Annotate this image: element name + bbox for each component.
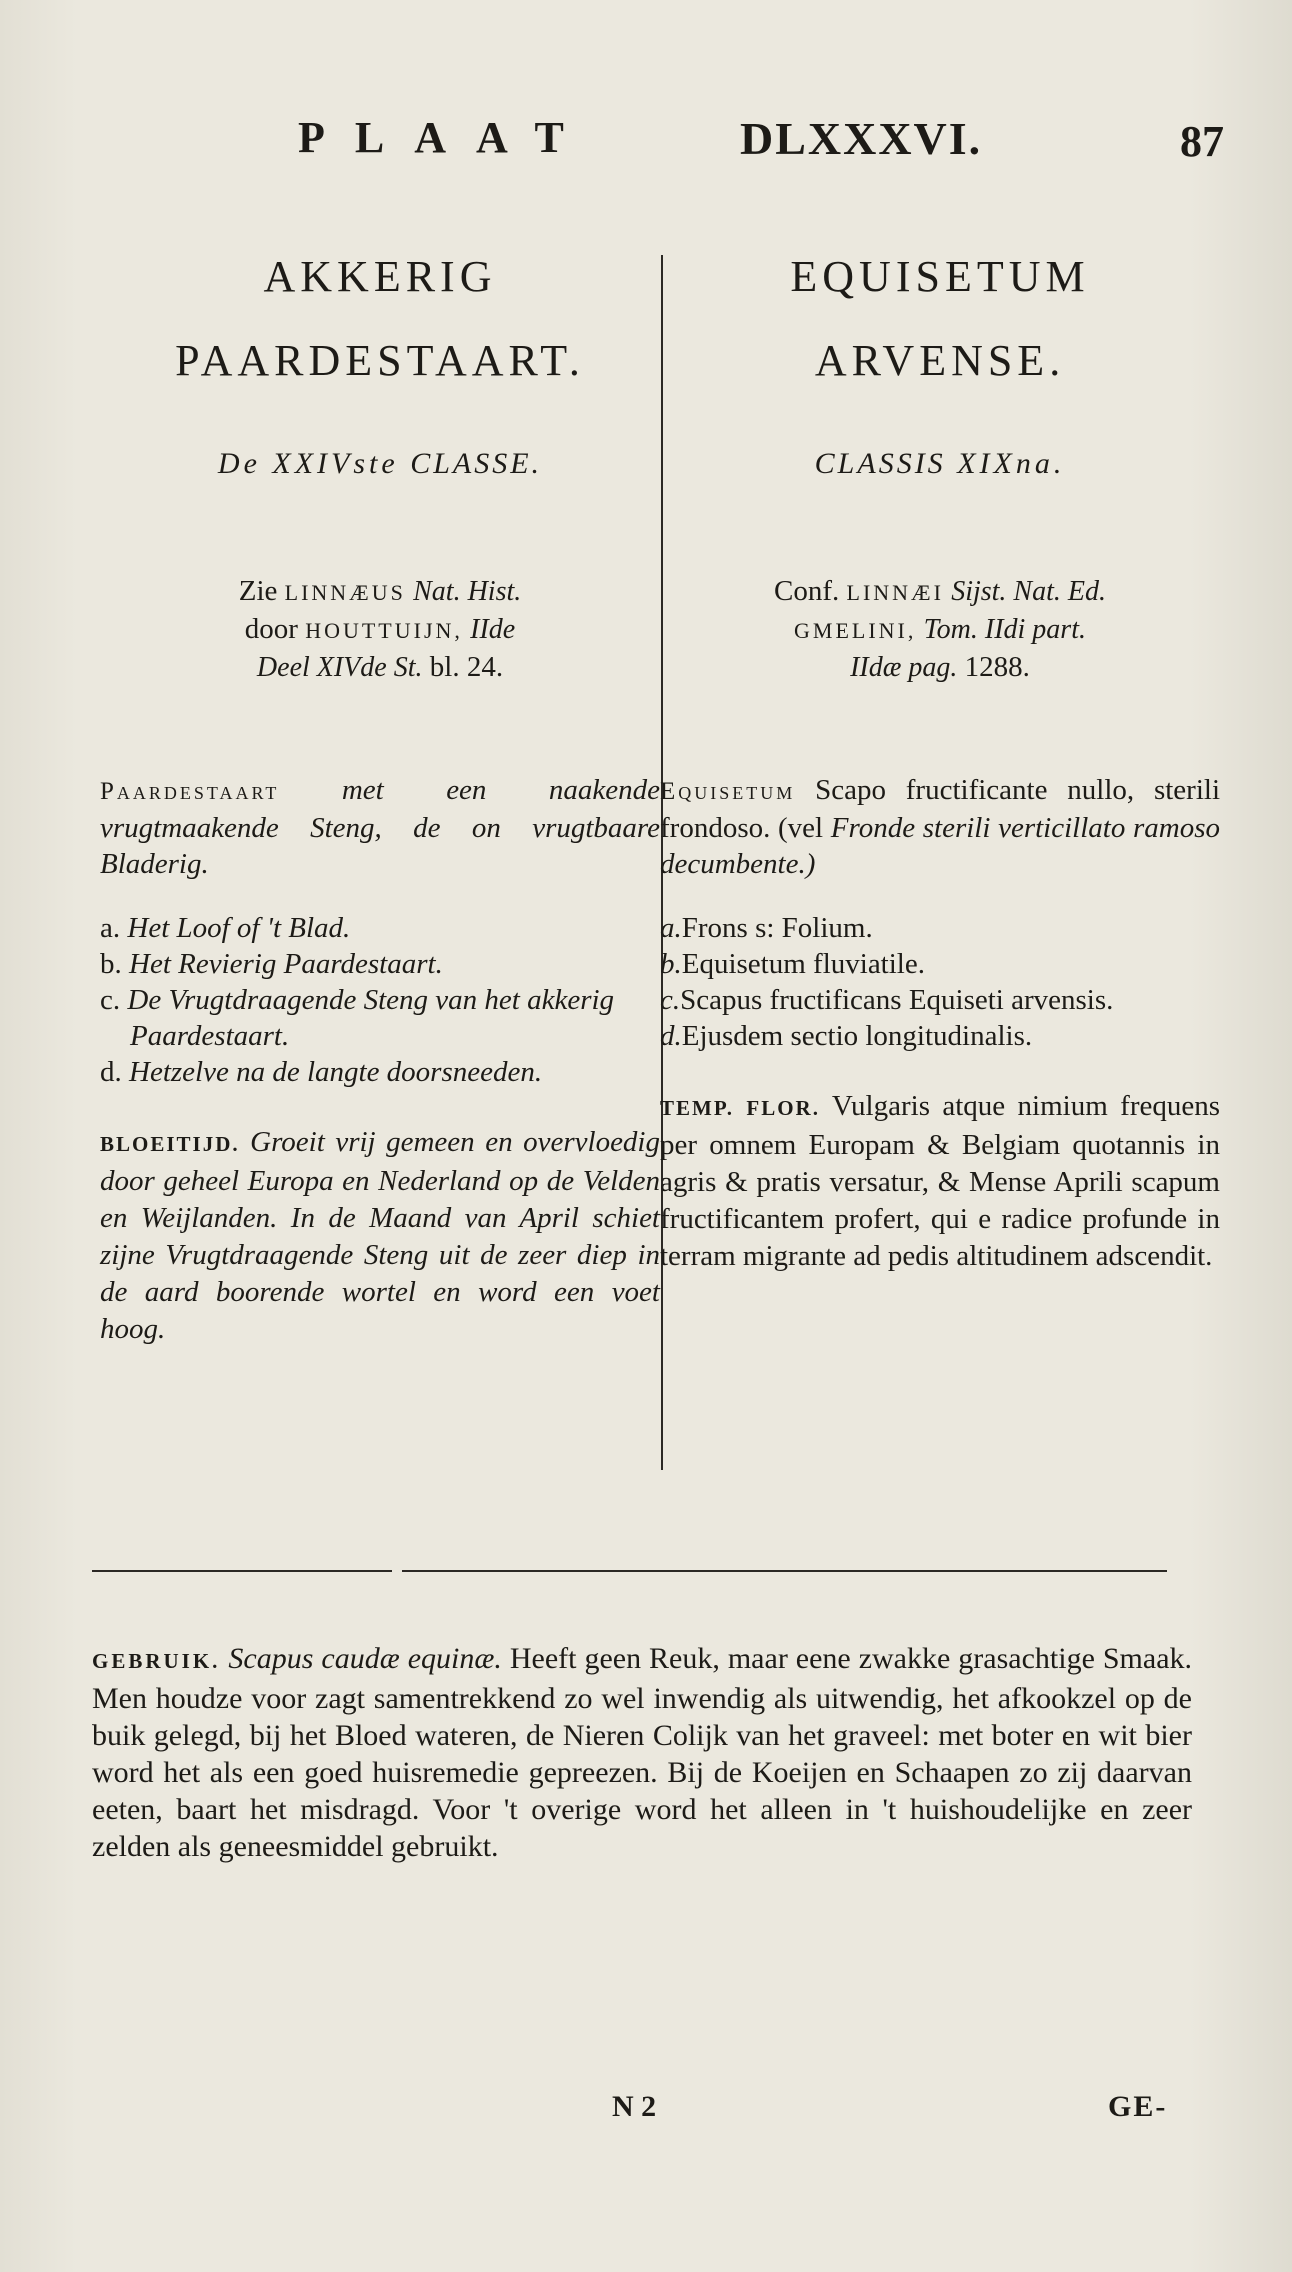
latin-description-text-italic: Fronde sterili verticillato ramoso decumbente.) bbox=[660, 812, 1221, 880]
page-number: 87 bbox=[1180, 117, 1224, 166]
dutch-genus: Paardestaart bbox=[100, 778, 280, 805]
dutch-title-line2: PAARDESTAART. bbox=[175, 336, 585, 385]
dutch-class-word: CLASSE. bbox=[410, 447, 543, 480]
caption-letter: c. bbox=[660, 984, 681, 1016]
caption-item bbox=[660, 1018, 1220, 1054]
dutch-ref-author: LINNÆUS bbox=[284, 580, 406, 605]
usage-text: Heeft geen Reuk, maar eene zwakke grasachtige Smaak. Men houdze voor zagt samentrekkend zo wel inwendig als uitwendig, het afkookzel op de buik gelegd, bij het Bloed wateren, de Nieren Colijk van het graveel: met boter en wit bier word het als een goed huisremedie gepreezen. Bij de Koeijen en Schaapen zo zij daarvan eeten, baart het misdragd. Voor 't overige word het alleen in 't huishoudelijke en zeer zelden als geneesmiddel gebruikt. bbox=[92, 1642, 1193, 1863]
latin-ref-page: 1288. bbox=[964, 651, 1030, 683]
usage-paragraph bbox=[92, 1640, 1192, 1865]
caption-item bbox=[100, 910, 660, 946]
dutch-title-line1: AKKERIG bbox=[263, 252, 497, 301]
dutch-ref-page: bl. 24. bbox=[429, 651, 504, 683]
caption-letter: d. bbox=[660, 1020, 682, 1052]
caption-text: Hetzelve na de langte doorsneeden. bbox=[129, 1056, 543, 1088]
dutch-description bbox=[100, 772, 660, 882]
caption-letter: a. bbox=[660, 912, 682, 944]
dutch-class-ordinal: De XXIVste bbox=[217, 447, 399, 480]
latin-ref-part: Tom. IIdi part. bbox=[923, 614, 1086, 645]
usage-latin: Scapus caudæ equinæ. bbox=[228, 1642, 502, 1675]
caption-text: De Vrugtdraagende Steng van het akkerig Paardestaart. bbox=[127, 984, 615, 1052]
dutch-captions bbox=[100, 910, 660, 1090]
caption-item bbox=[100, 1054, 660, 1090]
dutch-column bbox=[100, 235, 660, 1348]
rule-segment bbox=[402, 1570, 1167, 1572]
dutch-reference bbox=[100, 573, 660, 686]
latin-flowering bbox=[660, 1088, 1220, 1275]
caption-item bbox=[100, 946, 660, 982]
caption-letter: c. bbox=[100, 984, 121, 1016]
dutch-ref-text: Zie bbox=[238, 575, 278, 607]
latin-ref-volume: IIdæ pag. bbox=[850, 652, 958, 683]
caption-text: Scapus fructificans Equiseti arvensis. bbox=[680, 984, 1114, 1016]
latin-column bbox=[660, 235, 1220, 1275]
caption-text: Equisetum fluviatile. bbox=[681, 948, 925, 980]
latin-ref-author: LINNÆI bbox=[846, 580, 944, 605]
dutch-flowering bbox=[100, 1124, 660, 1348]
catchword: GE- bbox=[1108, 2090, 1168, 2123]
latin-class bbox=[660, 447, 1220, 487]
caption-letter: b. bbox=[100, 948, 122, 980]
dutch-ref-volume: Deel XIVde St. bbox=[256, 652, 423, 683]
dutch-ref-part: IIde bbox=[470, 614, 516, 645]
caption-text: Frons s: Folium. bbox=[681, 912, 873, 944]
rule-segment bbox=[92, 1570, 392, 1572]
plate-number: DLXXXVI. bbox=[740, 113, 983, 164]
caption-item bbox=[660, 910, 1220, 946]
dutch-ref-translator: HOUTTUIJN, bbox=[305, 618, 463, 643]
latin-ref-text: Conf. bbox=[774, 575, 840, 607]
section-rule bbox=[92, 1570, 1167, 1572]
usage-label: GEBRUIK. bbox=[92, 1649, 221, 1673]
flowering-text: Groeit vrij gemeen en overvloedig door geheel Europa en Nederland op de Velden en Weijlanden. In de Maand van April schiet zijne Vrugtdraagende Steng uit de zeer diep in de aard boorende wortel en word een voet hoog. bbox=[100, 1126, 660, 1345]
dutch-description-text: met een naakende vrugtmaakende Steng, de on vrugtbaare Bladerig. bbox=[100, 774, 661, 880]
latin-reference bbox=[660, 573, 1220, 686]
latin-title-line1: EQUISETUM bbox=[790, 252, 1090, 301]
caption-item bbox=[100, 982, 660, 1054]
running-title: PLAAT bbox=[298, 113, 594, 162]
caption-letter: a. bbox=[100, 912, 121, 944]
caption-text: Ejusdem sectio longitudinalis. bbox=[681, 1020, 1033, 1052]
caption-text: Het Loof of 't Blad. bbox=[127, 912, 351, 944]
latin-title-line2: ARVENSE. bbox=[814, 336, 1066, 385]
dutch-ref-work: Nat. Hist. bbox=[413, 576, 522, 607]
caption-letter: d. bbox=[100, 1056, 122, 1088]
caption-letter: b. bbox=[660, 948, 682, 980]
caption-text: Het Revierig Paardestaart. bbox=[129, 948, 443, 980]
latin-genus: Equisetum bbox=[660, 778, 796, 805]
caption-item bbox=[660, 982, 1220, 1018]
latin-description-text: Scapo fructificante nullo, sterili frondoso. (vel bbox=[660, 774, 1220, 844]
latin-ref-editor: GMELINI, bbox=[794, 618, 917, 643]
latin-captions bbox=[660, 910, 1220, 1054]
latin-class-ordinal: XIXna. bbox=[957, 447, 1066, 480]
latin-ref-work: Sijst. Nat. Ed. bbox=[951, 576, 1106, 607]
flowering-label: BLOEITIJD. bbox=[100, 1132, 240, 1156]
caption-item bbox=[660, 946, 1220, 982]
dutch-ref-text: door bbox=[244, 613, 298, 645]
latin-description bbox=[660, 772, 1220, 882]
flowering-label: TEMP. FLOR. bbox=[660, 1096, 820, 1120]
signature-mark: N 2 bbox=[612, 2090, 657, 2123]
latin-class-word: CLASSIS bbox=[814, 447, 946, 480]
flowering-text: Vulgaris atque nimium frequens per omnem Europam & Belgiam quotannis in agris & pratis versatur, & Mense Aprili scapum fructificantem profert, qui e radice profunde in terram migrante ad pedis altitudinem adscendit. bbox=[660, 1090, 1220, 1272]
dutch-class bbox=[100, 447, 660, 487]
